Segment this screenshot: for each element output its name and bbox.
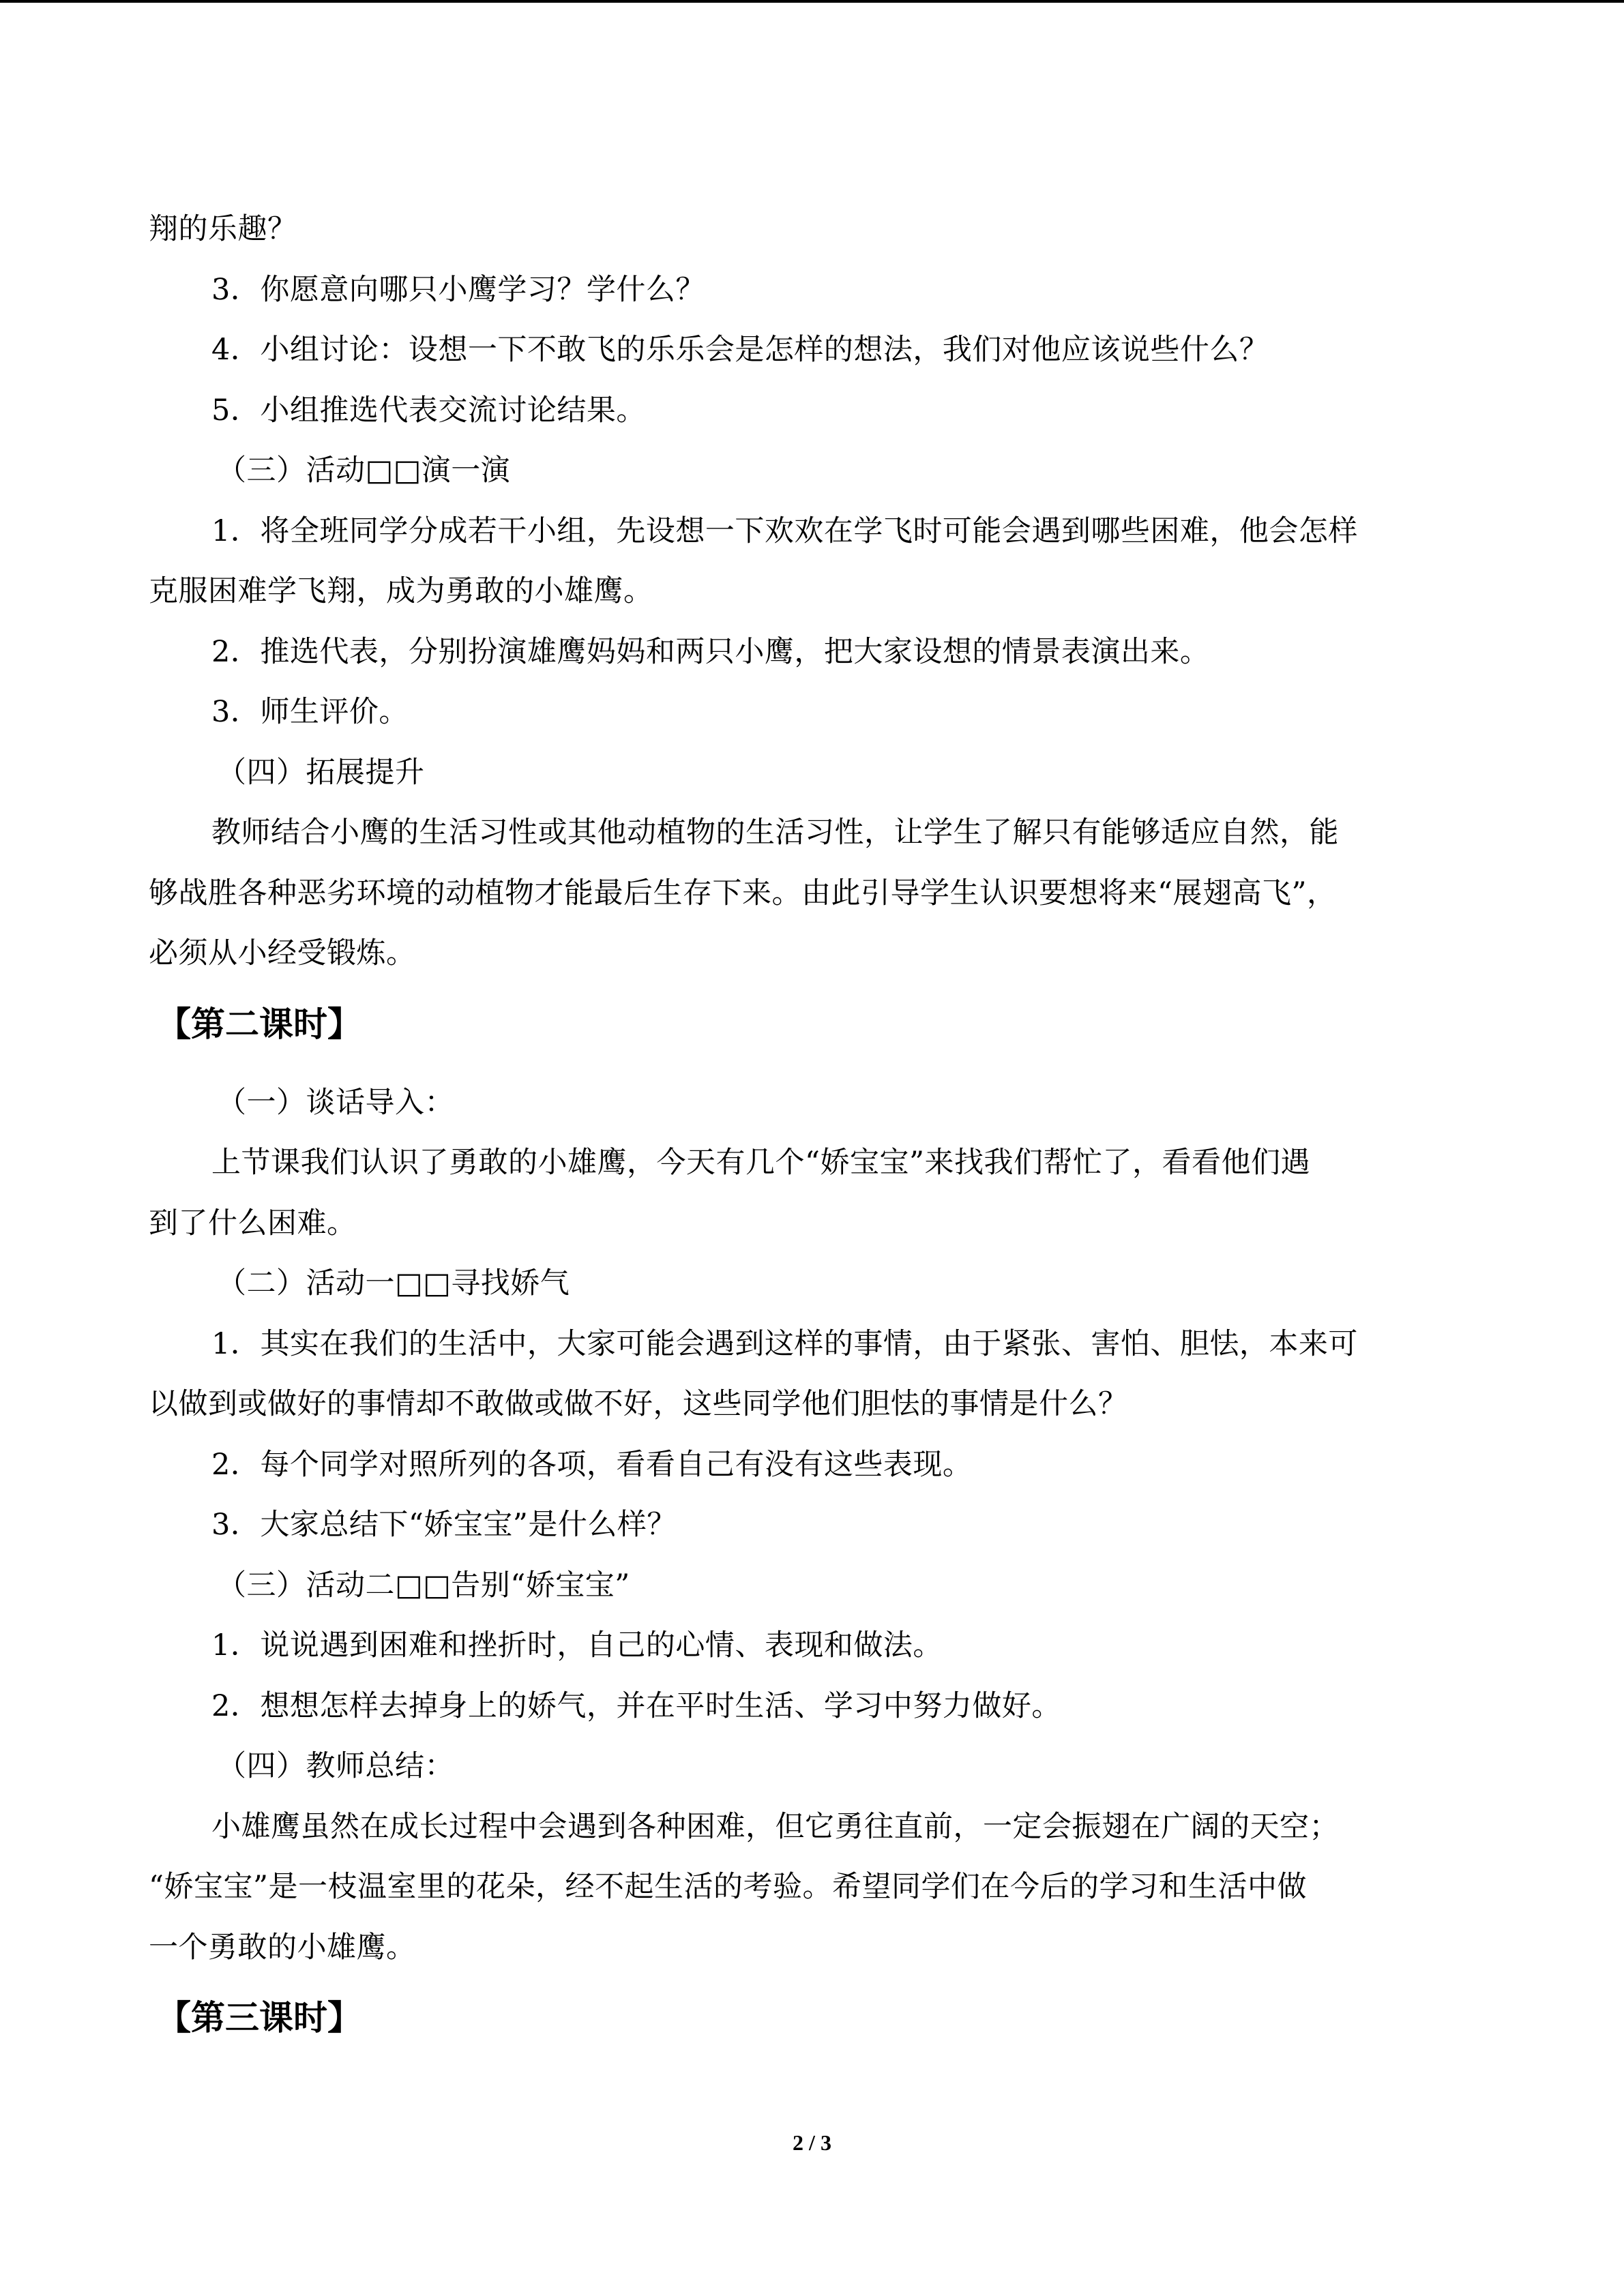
page-number: 2 / 3 xyxy=(793,2130,831,2155)
lesson-heading: 【第二课时】 xyxy=(157,1004,361,1044)
list-item: 3．师生评价。 xyxy=(211,695,409,729)
section-subheading: （四）拓展提升 xyxy=(217,755,425,790)
paragraph-line: 够战胜各种恶劣环境的动植物才能最后生存下来。由此引导学生认识要想将来“展翅高飞”， xyxy=(149,876,1337,910)
list-item: 1．说说遇到困难和挫折时，自己的心情、表现和做法。 xyxy=(211,1628,943,1663)
paragraph-line: 必须从小经受锻炼。 xyxy=(149,936,416,970)
top-border-line xyxy=(0,0,1624,3)
paragraph-line: 上节课我们认识了勇敢的小雄鹰，今天有几个“娇宝宝”来找我们帮忙了，看看他们遇 xyxy=(211,1146,1310,1180)
paragraph-line: 一个勇敢的小雄鹰。 xyxy=(149,1930,416,1965)
list-item: 2．每个同学对照所列的各项，看看自己有没有这些表现。 xyxy=(211,1447,973,1482)
paragraph-line: 翔的乐趣？ xyxy=(149,212,297,246)
lesson-heading: 【第三课时】 xyxy=(157,1998,361,2038)
paragraph-line: “娇宝宝”是一枝温室里的花朵，经不起生活的考验。希望同学们在今后的学习和生活中做 xyxy=(149,1870,1307,1904)
list-item: 1．其实在我们的生活中，大家可能会遇到这样的事情，由于紧张、害怕、胆怯，本来可 xyxy=(211,1326,1358,1361)
list-item: 4．小组讨论：设想一下不敢飞的乐乐会是怎样的想法，我们对他应该说些什么？ xyxy=(211,333,1269,367)
list-item: 2．想想怎样去掉身上的娇气，并在平时生活、学习中努力做好。 xyxy=(211,1688,1061,1723)
section-subheading: （四）教师总结： xyxy=(217,1749,454,1783)
list-item: 3．你愿意向哪只小鹰学习？学什么？ xyxy=(211,272,705,307)
paragraph-line: 以做到或做好的事情却不敢做或做不好，这些同学他们胆怯的事情是什么？ xyxy=(149,1387,1128,1421)
list-item: 2．推选代表，分别扮演雄鹰妈妈和两只小鹰，把大家设想的情景表演出来。 xyxy=(211,634,1210,669)
paragraph-line: 教师结合小鹰的生活习性或其他动植物的生活习性，让学生了解只有能够适应自然，能 xyxy=(211,816,1339,850)
section-subheading: （三）活动□□演一演 xyxy=(217,453,511,488)
paragraph-line: 克服困难学飞翔，成为勇敢的小雄鹰。 xyxy=(149,574,653,608)
paragraph-line: 到了什么困难。 xyxy=(149,1206,357,1240)
list-item: 3．大家总结下“娇宝宝”是什么样？ xyxy=(211,1508,677,1542)
section-subheading: （二）活动一□□寻找娇气 xyxy=(217,1266,570,1300)
document-page xyxy=(149,199,1486,2058)
section-subheading: （三）活动二□□告别“娇宝宝” xyxy=(217,1568,630,1602)
paragraph-line: 小雄鹰虽然在成长过程中会遇到各种困难，但它勇往直前，一定会振翅在广阔的天空； xyxy=(211,1809,1339,1844)
list-item: 1．将全班同学分成若干小组，先设想一下欢欢在学飞时可能会遇到哪些困难，他会怎样 xyxy=(211,513,1358,548)
section-subheading: （一）谈话导入： xyxy=(217,1085,454,1120)
list-item: 5．小组推选代表交流讨论结果。 xyxy=(211,393,646,428)
